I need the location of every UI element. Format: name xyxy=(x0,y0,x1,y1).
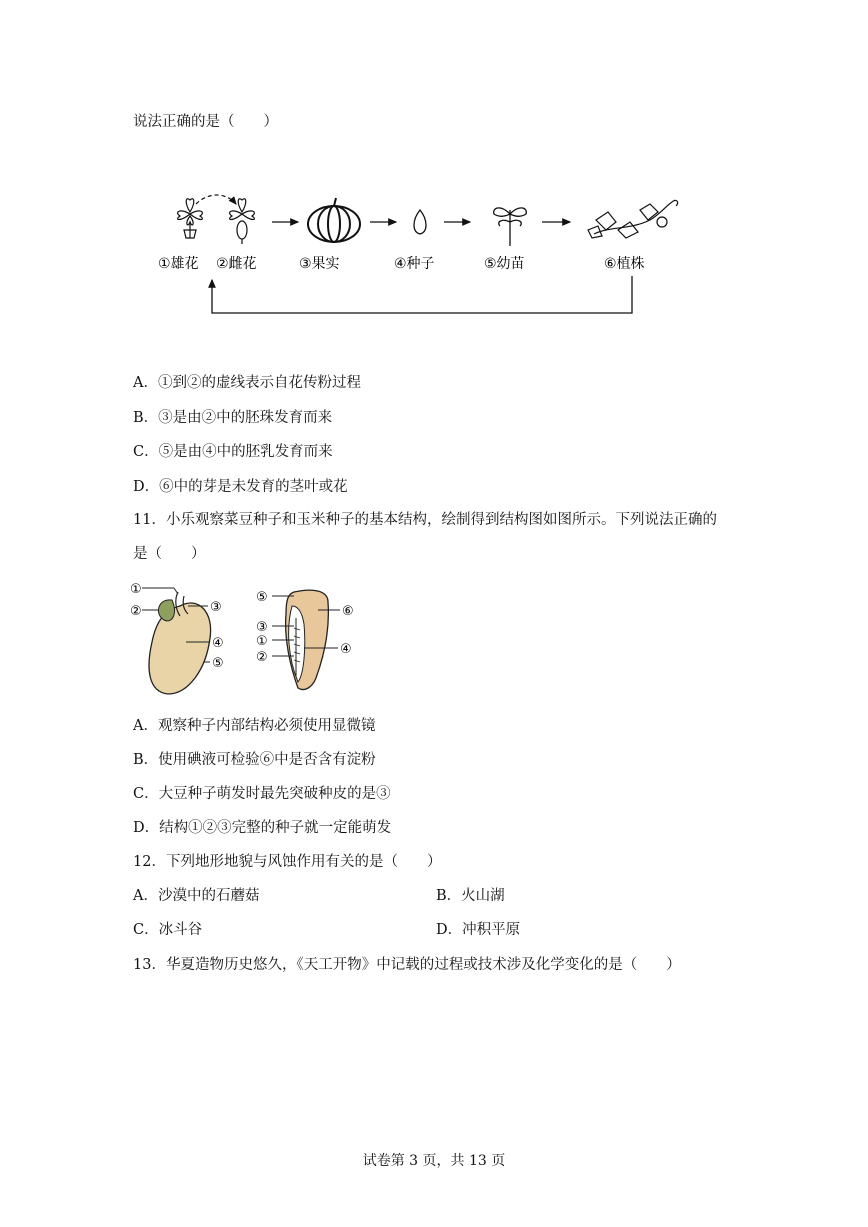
q12-stem: 12．下列地形地貌与风蚀作用有关的是（ ） xyxy=(133,854,442,870)
bean-label-2: ② xyxy=(130,604,142,619)
corn-label-4: ④ xyxy=(340,642,352,657)
corn-label-2: ② xyxy=(256,650,268,665)
q12-option-a: A．沙漠中的石蘑菇 xyxy=(133,888,260,904)
seed-icon xyxy=(414,210,426,234)
bean-label-3: ③ xyxy=(210,600,222,615)
q11-option-d: D．结构①②③完整的种子就一定能萌发 xyxy=(133,820,392,836)
bean-label-5: ⑤ xyxy=(212,656,224,671)
plant-life-cycle-diagram xyxy=(150,190,690,320)
q13-stem: 13．华夏造物历史悠久，《天工开物》中记载的过程或技术涉及化学变化的是（ ） xyxy=(133,957,681,973)
q10-option-b: B．③是由②中的胚珠发育而来 xyxy=(133,410,333,426)
bean-seed-illustration xyxy=(149,592,211,694)
q11-stem-line1: 11．小乐观察菜豆种子和玉米种子的基本结构，绘制得到结构图如图所示。下列说法正确的 xyxy=(133,512,717,528)
q12-option-c: C．冰斗谷 xyxy=(133,922,203,938)
corn-label-6: ⑥ xyxy=(342,604,354,619)
seedling-icon xyxy=(494,208,527,246)
label-seed: ④种子 xyxy=(394,256,435,272)
q10-stem-tail: 说法正确的是（ ） xyxy=(133,114,278,130)
page-footer: 试卷第 3 页，共 13 页 xyxy=(362,1153,506,1169)
label-fruit: ③果实 xyxy=(299,256,340,272)
q11-option-b: B．使用碘液可检验⑥中是否含有淀粉 xyxy=(133,752,376,768)
plant-vine-icon xyxy=(588,200,678,238)
label-plant: ⑥植株 xyxy=(604,256,645,272)
male-flower-icon xyxy=(178,199,203,238)
bean-label-4: ④ xyxy=(212,636,224,651)
bean-label-1: ① xyxy=(130,582,142,597)
corn-label-5: ⑤ xyxy=(256,590,268,605)
q11-option-c: C．大豆种子萌发时最先突破种皮的是③ xyxy=(133,786,391,802)
label-female-flower: ②雌花 xyxy=(216,256,257,272)
pumpkin-fruit-icon xyxy=(308,198,360,242)
female-flower-icon xyxy=(230,199,255,244)
seed-structure-diagram xyxy=(128,578,368,700)
q11-stem-line2: 是（ ） xyxy=(133,546,206,562)
label-male-flower: ①雄花 xyxy=(158,256,199,272)
cycle-return-arrow xyxy=(212,276,632,313)
q12-option-d: D．冲积平原 xyxy=(436,922,521,938)
pollination-dashed-arrow xyxy=(196,195,236,204)
corn-label-3: ③ xyxy=(256,620,268,635)
q10-option-c: C．⑤是由④中的胚乳发育而来 xyxy=(133,444,333,460)
q10-option-d: D．⑥中的芽是未发育的茎叶或花 xyxy=(133,479,348,495)
q12-option-b: B．火山湖 xyxy=(436,888,505,904)
label-seedling: ⑤幼苗 xyxy=(484,256,525,272)
q10-option-a: A．①到②的虚线表示自花传粉过程 xyxy=(133,375,361,391)
q11-option-a: A．观察种子内部结构必须使用显微镜 xyxy=(133,718,376,734)
corn-label-1: ① xyxy=(256,634,268,649)
